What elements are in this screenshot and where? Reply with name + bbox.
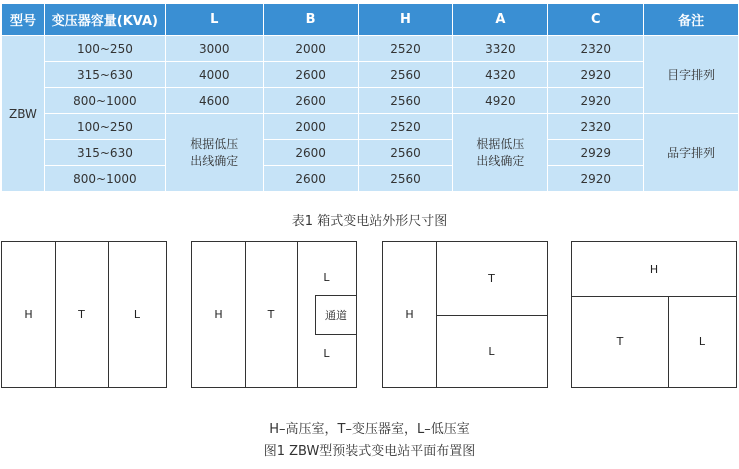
L-merged-cell xyxy=(165,114,263,192)
room-H-label: H xyxy=(649,262,659,276)
H-cell: 2520 xyxy=(358,36,453,62)
H-cell: 2560 xyxy=(358,88,453,114)
layout-diagram-2 xyxy=(191,241,357,388)
room-L-label: L xyxy=(488,344,495,358)
room-T-label: T xyxy=(78,308,85,321)
passage-label: 通道 xyxy=(315,295,357,335)
note-cell: 品字排列 xyxy=(644,114,739,192)
room-L-label: L xyxy=(133,308,141,321)
H-cell: 2560 xyxy=(358,62,453,88)
model-cell: ZBW xyxy=(2,36,45,192)
header-note: 备注 xyxy=(644,4,739,36)
C-cell: 2920 xyxy=(548,166,644,192)
A-cell: 4920 xyxy=(453,88,548,114)
A-cell: 4320 xyxy=(453,62,548,88)
B-cell: 2000 xyxy=(263,36,358,62)
H-cell: 2560 xyxy=(358,166,453,192)
C-cell: 2920 xyxy=(548,88,644,114)
A-cell: 3320 xyxy=(453,36,548,62)
layout-diagram-1 xyxy=(1,241,167,388)
header-model: 型号 xyxy=(2,4,45,36)
C-cell: 2929 xyxy=(548,140,644,166)
header-B: B xyxy=(263,4,358,36)
legend-line: H–高压室，T–变压器室，L–低压室 xyxy=(269,422,470,437)
capacity-cell: 800~1000 xyxy=(44,88,165,114)
room-T-label: T xyxy=(616,335,624,348)
L-merged-line: 出线确定 xyxy=(190,153,239,168)
capacity-cell: 315~630 xyxy=(44,140,165,166)
table-row xyxy=(2,166,739,192)
table-row xyxy=(2,114,739,140)
capacity-cell: 100~250 xyxy=(44,114,165,140)
room-H-label: H xyxy=(214,308,223,321)
room-T-label: T xyxy=(267,308,275,321)
header-L: L xyxy=(165,4,263,36)
layout-diagram-3 xyxy=(382,241,548,388)
L-cell: 3000 xyxy=(165,36,263,62)
A-merged-cell xyxy=(453,114,548,192)
C-cell: 2920 xyxy=(548,62,644,88)
room-L-lower-label: L xyxy=(323,346,330,360)
table-row xyxy=(2,62,739,88)
table-row xyxy=(2,36,739,62)
table-caption: 表1 箱式变电站外形尺寸图 xyxy=(291,214,448,229)
B-cell: 2000 xyxy=(263,114,358,140)
B-cell: 2600 xyxy=(263,88,358,114)
header-H: H xyxy=(358,4,453,36)
H-cell: 2520 xyxy=(358,114,453,140)
B-cell: 2600 xyxy=(263,166,358,192)
room-L-label: L xyxy=(698,335,706,348)
capacity-cell: 100~250 xyxy=(44,36,165,62)
A-merged-line: 出线确定 xyxy=(476,153,525,168)
C-cell: 2320 xyxy=(548,36,644,62)
note-cell: 目字排列 xyxy=(644,36,739,114)
room-H-label: H xyxy=(24,308,33,321)
capacity-cell: 800~1000 xyxy=(44,166,165,192)
L-cell: 4600 xyxy=(165,88,263,114)
C-cell: 2320 xyxy=(548,114,644,140)
capacity-cell: 315~630 xyxy=(44,62,165,88)
room-L-upper-label: L xyxy=(323,270,330,284)
room-T-label: T xyxy=(488,272,495,285)
header-capacity: 变压器容量(KVA) xyxy=(44,4,165,36)
A-merged-line: 根据低压 xyxy=(476,136,525,151)
dimension-table xyxy=(1,3,739,192)
L-merged-line: 根据低压 xyxy=(190,136,239,151)
header-C: C xyxy=(548,4,644,36)
L-cell: 4000 xyxy=(165,62,263,88)
H-cell: 2560 xyxy=(358,140,453,166)
table-row xyxy=(2,140,739,166)
table-row xyxy=(2,88,739,114)
table-header-row xyxy=(2,4,739,36)
room-H-label: H xyxy=(405,308,414,321)
header-A: A xyxy=(453,4,548,36)
figure-caption: 图1 ZBW型预装式变电站平面布置图 xyxy=(263,444,476,459)
B-cell: 2600 xyxy=(263,140,358,166)
B-cell: 2600 xyxy=(263,62,358,88)
layout-diagram-4 xyxy=(571,241,737,388)
